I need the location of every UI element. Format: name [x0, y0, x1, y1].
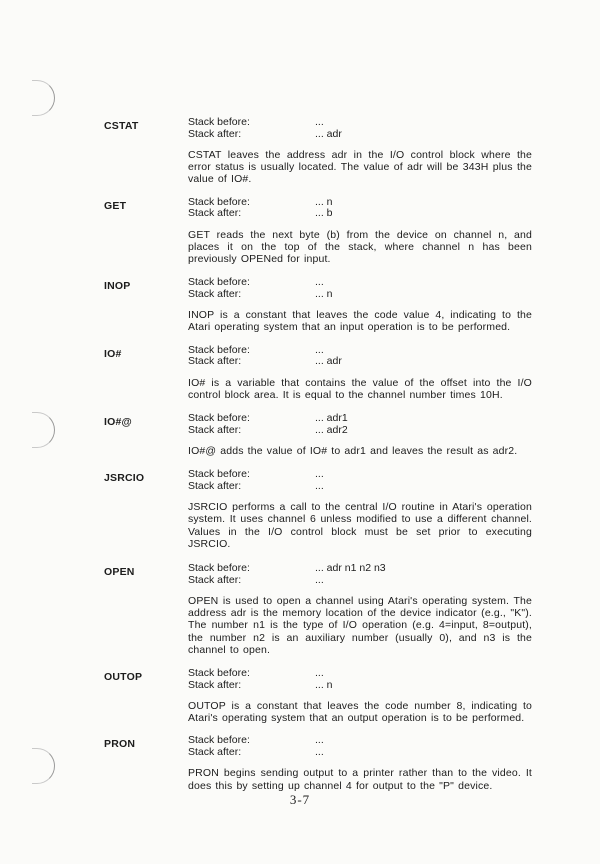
stack-before-label: Stack before: [188, 562, 250, 575]
stack-after-row [188, 129, 532, 141]
entry-description: IO#@ adds the value of IO# to adr1 and leaves the result as adr2. [188, 445, 518, 458]
stack-effect [188, 735, 532, 758]
stack-effect [188, 563, 532, 586]
stack-after-label: Stack after: [188, 287, 242, 300]
stack-before-label: Stack before: [188, 116, 250, 128]
stack-before-value: ... [315, 276, 324, 289]
stack-after-value: ... [315, 573, 324, 586]
entry-word: GET [104, 199, 127, 212]
stack-before-value: ... n [315, 195, 333, 208]
stack-after-label: Stack after: [188, 745, 242, 758]
glossary-entry [0, 413, 600, 457]
stack-before-value: ... [315, 667, 324, 680]
stack-effect [188, 277, 532, 300]
stack-after-row [188, 575, 532, 587]
stack-before-value: ... [315, 343, 324, 356]
stack-effect [188, 469, 532, 492]
entry-word: OPEN [104, 566, 135, 579]
entry-body [188, 668, 532, 724]
entry-body [188, 413, 532, 457]
stack-before-value: ... [315, 468, 324, 481]
stack-before-row [188, 563, 532, 575]
stack-after-label: Stack after: [188, 479, 242, 492]
entry-body [188, 469, 532, 550]
entry-body [188, 277, 532, 333]
stack-after-row [188, 425, 532, 437]
entry-word: IO#@ [104, 416, 132, 429]
stack-after-label: Stack after: [188, 573, 242, 586]
entry-description: OUTOP is a constant that leaves the code number 8, indicating to Atari's operating system that an output operation is to be performed. [188, 700, 532, 725]
stack-after-row [188, 289, 532, 301]
stack-before-row [188, 277, 532, 289]
glossary-entry [0, 345, 600, 401]
stack-before-label: Stack before: [188, 734, 250, 747]
stack-before-label: Stack before: [188, 343, 250, 356]
stack-before-value: ... adr n1 n2 n3 [315, 562, 386, 575]
glossary-entry [0, 469, 600, 550]
entry-word: JSRCIO [104, 472, 145, 485]
stack-before-row [188, 469, 532, 481]
stack-after-label: Stack after: [188, 423, 242, 436]
stack-after-label: Stack after: [188, 678, 242, 691]
entry-word: IO# [104, 347, 122, 360]
stack-effect [188, 117, 532, 140]
stack-after-label: Stack after: [188, 355, 242, 368]
stack-before-value: ... adr1 [315, 412, 348, 425]
glossary-entry [0, 668, 600, 724]
entry-description: OPEN is used to open a channel using Atari's operating system. The address adr is the memory location of the device indicator (e.g., "K"). The number n1 is the type of I/O operation (e.g. 4=input, 8=output), the number n2 is an auxiliary number (usually 0), and n3 is the channel to open. [188, 595, 532, 656]
stack-after-value: ... adr [315, 127, 342, 140]
stack-after-value: ... adr [315, 355, 342, 368]
stack-before-label: Stack before: [188, 195, 250, 208]
punch-hole-mark [32, 80, 55, 116]
stack-before-value: ... [315, 734, 324, 747]
stack-before-label: Stack before: [188, 667, 250, 680]
stack-after-value: ... b [315, 207, 333, 220]
stack-before-row [188, 413, 532, 425]
stack-after-row [188, 747, 532, 759]
stack-effect [188, 413, 532, 436]
glossary-entry [0, 117, 600, 186]
entry-word: PRON [104, 738, 136, 751]
entry-description: IO# is a variable that contains the value of the offset into the I/O control block area. It is equal to the channel number times 10H. [188, 376, 532, 401]
stack-after-value: ... n [315, 678, 333, 691]
stack-after-row [188, 356, 532, 368]
stack-before-label: Stack before: [188, 276, 250, 289]
stack-before-label: Stack before: [188, 412, 250, 425]
entry-description: JSRCIO performs a call to the central I/O routine in Atari's operation system. It uses channel 6 unless modified to use a different channel. Values in the I/O control block must be set prior to executing JSRCIO. [188, 501, 532, 550]
glossary-entries [0, 117, 600, 792]
stack-after-value: ... n [315, 287, 333, 300]
stack-effect [188, 197, 532, 220]
entry-description: INOP is a constant that leaves the code value 4, indicating to the Atari operating system that an input operation is to be performed. [188, 309, 532, 334]
entry-word: CSTAT [104, 120, 139, 132]
stack-before-row [188, 668, 532, 680]
entry-body [188, 345, 532, 401]
stack-after-row [188, 208, 532, 220]
entry-body [188, 735, 532, 791]
page-number: 3-7 [289, 792, 311, 807]
glossary-entry [0, 563, 600, 656]
stack-before-value: ... [315, 116, 324, 128]
stack-before-label: Stack before: [188, 468, 250, 481]
stack-after-value: ... adr2 [315, 423, 348, 436]
entry-description: PRON begins sending output to a printer rather than to the video. It does this by setting up channel 4 for output to the "P" device. [188, 767, 532, 792]
entry-body [188, 197, 532, 266]
entry-description: GET reads the next byte (b) from the device on channel n, and places it on the top of the stack, where channel n has been previously OPENed for input. [188, 228, 532, 266]
stack-after-label: Stack after: [188, 127, 242, 140]
stack-effect [188, 345, 532, 368]
entry-word: INOP [104, 280, 131, 293]
entry-body [188, 117, 532, 186]
entry-body [188, 563, 532, 656]
glossary-entry [0, 277, 600, 333]
stack-effect [188, 668, 532, 691]
stack-after-row [188, 481, 532, 493]
glossary-entry [0, 197, 600, 266]
stack-after-row [188, 680, 532, 692]
stack-after-label: Stack after: [188, 207, 242, 220]
glossary-entry [0, 735, 600, 791]
stack-after-value: ... [315, 479, 324, 492]
stack-before-row [188, 117, 532, 129]
entry-word: OUTOP [104, 671, 143, 684]
entry-description: CSTAT leaves the address adr in the I/O control block where the error status is usually located. The value of adr will be 343H plus the value of IO#. [188, 149, 532, 186]
stack-after-value: ... [315, 745, 324, 758]
